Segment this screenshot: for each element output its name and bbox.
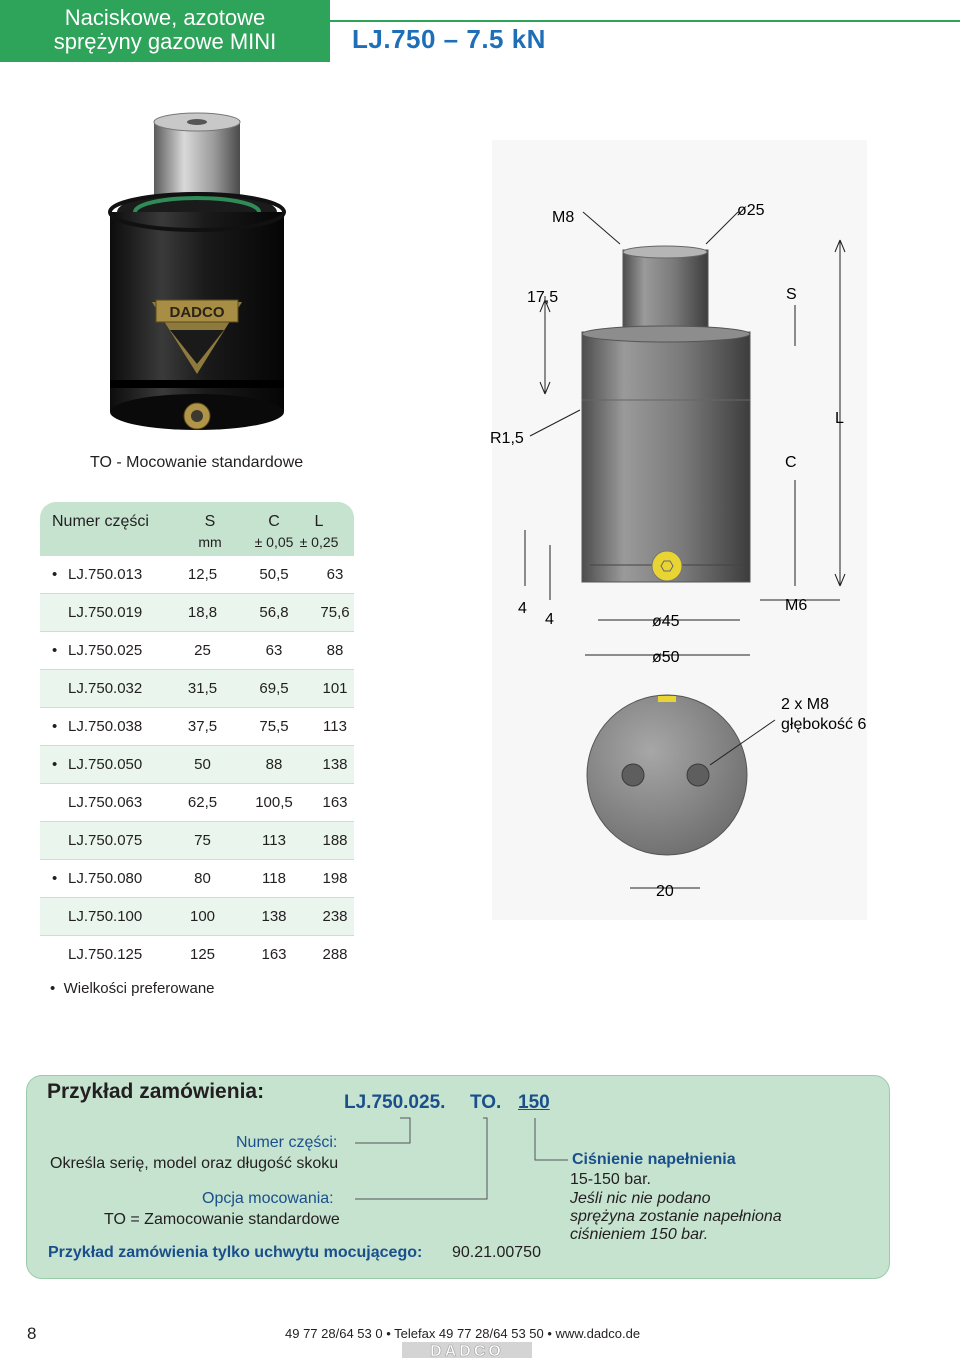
cell-s: 50: [194, 756, 211, 773]
dadco-footer-logo: [402, 1341, 532, 1359]
cell-c: 88: [265, 756, 283, 773]
header-l-label: L: [314, 513, 324, 530]
order-code-mount: TO.: [470, 1092, 502, 1113]
cell-s: 62,5: [187, 794, 218, 811]
model-code-title: LJ.750 – 7.5 kN: [352, 24, 546, 54]
cell-c: 118: [262, 870, 286, 887]
preferred-bullet: •: [52, 566, 58, 583]
cell-s: 37,5: [187, 718, 218, 735]
page-number: 8: [27, 1324, 37, 1343]
part-number: LJ.750.050: [68, 756, 143, 773]
header-l-tol: ± 0,25: [299, 534, 339, 550]
dim-m6: M6: [785, 597, 808, 614]
header-part-number: Numer części: [52, 513, 149, 530]
cell-s: 12,5: [187, 566, 218, 583]
order-code-part: LJ.750.025.: [344, 1092, 446, 1113]
preferred-bullet: •: [52, 756, 58, 773]
cell-c: 138: [261, 908, 287, 925]
cell-l: 238: [322, 908, 348, 925]
cell-s: 125: [189, 946, 216, 963]
dim-c: C: [785, 454, 797, 471]
cell-l: 288: [322, 946, 348, 963]
cell-l: 188: [322, 832, 348, 849]
part-number: LJ.750.075: [68, 832, 143, 849]
cell-c: 113: [262, 832, 286, 849]
fill-pressure-range: 15-150 bar.: [570, 1171, 651, 1188]
category-line-1: Naciskowe, azotowe: [64, 5, 266, 30]
holes-note-line2: głębokość 6: [781, 716, 867, 733]
part-number: LJ.750.063: [68, 794, 143, 811]
cell-c: 100,5: [255, 794, 293, 811]
mounting-option-description: TO = Zamocowanie standardowe: [104, 1211, 340, 1228]
part-number: LJ.750.013: [68, 566, 143, 583]
preferred-bullet: •: [52, 870, 58, 887]
cell-s: 75: [194, 832, 211, 849]
part-number: LJ.750.125: [68, 946, 143, 963]
header-c-label: C: [268, 513, 280, 530]
dim-s: S: [786, 286, 797, 303]
order-example-title: Przykład zamówienia:: [47, 1080, 265, 1103]
preferred-note-bullet: •: [50, 980, 56, 997]
fill-pressure-note-1c: ciśnieniem 150 bar.: [570, 1226, 709, 1243]
cell-l: 138: [322, 756, 348, 773]
cell-l: 88: [326, 642, 344, 659]
cell-l: 63: [326, 566, 344, 583]
dim-m8: M8: [552, 209, 575, 226]
part-number-label: Numer części:: [236, 1134, 338, 1151]
cell-l: 163: [322, 794, 348, 811]
cell-c: 63: [265, 642, 283, 659]
cell-l: 113: [323, 718, 347, 735]
dim-4a: 4: [518, 600, 527, 617]
cell-c: 56,8: [259, 604, 289, 621]
fill-pressure-note-1a: Jeśli nic nie podano: [570, 1190, 711, 1207]
dim-4b: 4: [545, 611, 554, 628]
footer-logo-text: DADCO: [430, 1343, 504, 1359]
holes-note-line1: 2 x M8: [781, 696, 830, 713]
holder-order-code: 90.21.00750: [452, 1244, 541, 1261]
fill-pressure-note-1: [570, 1190, 782, 1244]
dim-d45: ø45: [652, 613, 680, 630]
cell-l: 75,6: [320, 604, 350, 621]
mounting-option-label: Opcja mocowania:: [202, 1190, 334, 1207]
dim-20: 20: [656, 883, 674, 900]
cell-c: 75,5: [259, 718, 289, 735]
preferred-bullet: •: [52, 642, 58, 659]
fill-pressure-note-1b: sprężyna zostanie napełniona: [570, 1208, 782, 1225]
footer-contact: 49 77 28/64 53 0 • Telefax 49 77 28/64 53 50 • www.dadco.de: [285, 1326, 641, 1341]
preferred-note-text: Wielkości preferowane: [63, 980, 215, 997]
cell-s: 25: [194, 642, 211, 659]
part-number: LJ.750.038: [68, 718, 143, 735]
part-number: LJ.750.019: [68, 604, 143, 621]
preferred-bullet: •: [52, 718, 58, 735]
dim-l: L: [835, 410, 844, 427]
part-number: LJ.750.080: [68, 870, 143, 887]
part-number: LJ.750.032: [68, 680, 143, 697]
cell-s: 18,8: [187, 604, 218, 621]
dim-r1-5: R1,5: [490, 430, 524, 447]
cell-l: 101: [322, 680, 348, 697]
part-number: LJ.750.025: [68, 642, 143, 659]
header-s-label: S: [204, 513, 216, 530]
part-number: LJ.750.100: [68, 908, 143, 925]
header-s-unit: mm: [198, 534, 222, 550]
dim-d50: ø50: [652, 649, 680, 666]
category-line-2: sprężyny gazowe MINI: [53, 29, 277, 54]
cell-c: 50,5: [259, 566, 289, 583]
dim-17-5: 17,5: [527, 289, 559, 306]
order-code-pressure: 150: [518, 1092, 550, 1113]
cell-c: 163: [261, 946, 287, 963]
dim-d25: ø25: [737, 202, 765, 219]
cell-s: 80: [194, 870, 211, 887]
cell-s: 100: [189, 908, 216, 925]
part-number-description: Określa serię, model oraz długość skoku: [50, 1155, 339, 1172]
holder-order-label: Przykład zamówienia tylko uchwytu mocującego:: [48, 1244, 423, 1261]
cell-l: 198: [322, 870, 348, 887]
cell-s: 31,5: [187, 680, 218, 697]
fill-pressure-label: Ciśnienie napełnienia: [572, 1151, 736, 1168]
cell-c: 69,5: [259, 680, 289, 697]
photo-logo-text: DADCO: [169, 304, 225, 321]
header-c-tol: ± 0,05: [254, 534, 294, 550]
photo-caption: TO - Mocowanie standardowe: [90, 454, 304, 471]
